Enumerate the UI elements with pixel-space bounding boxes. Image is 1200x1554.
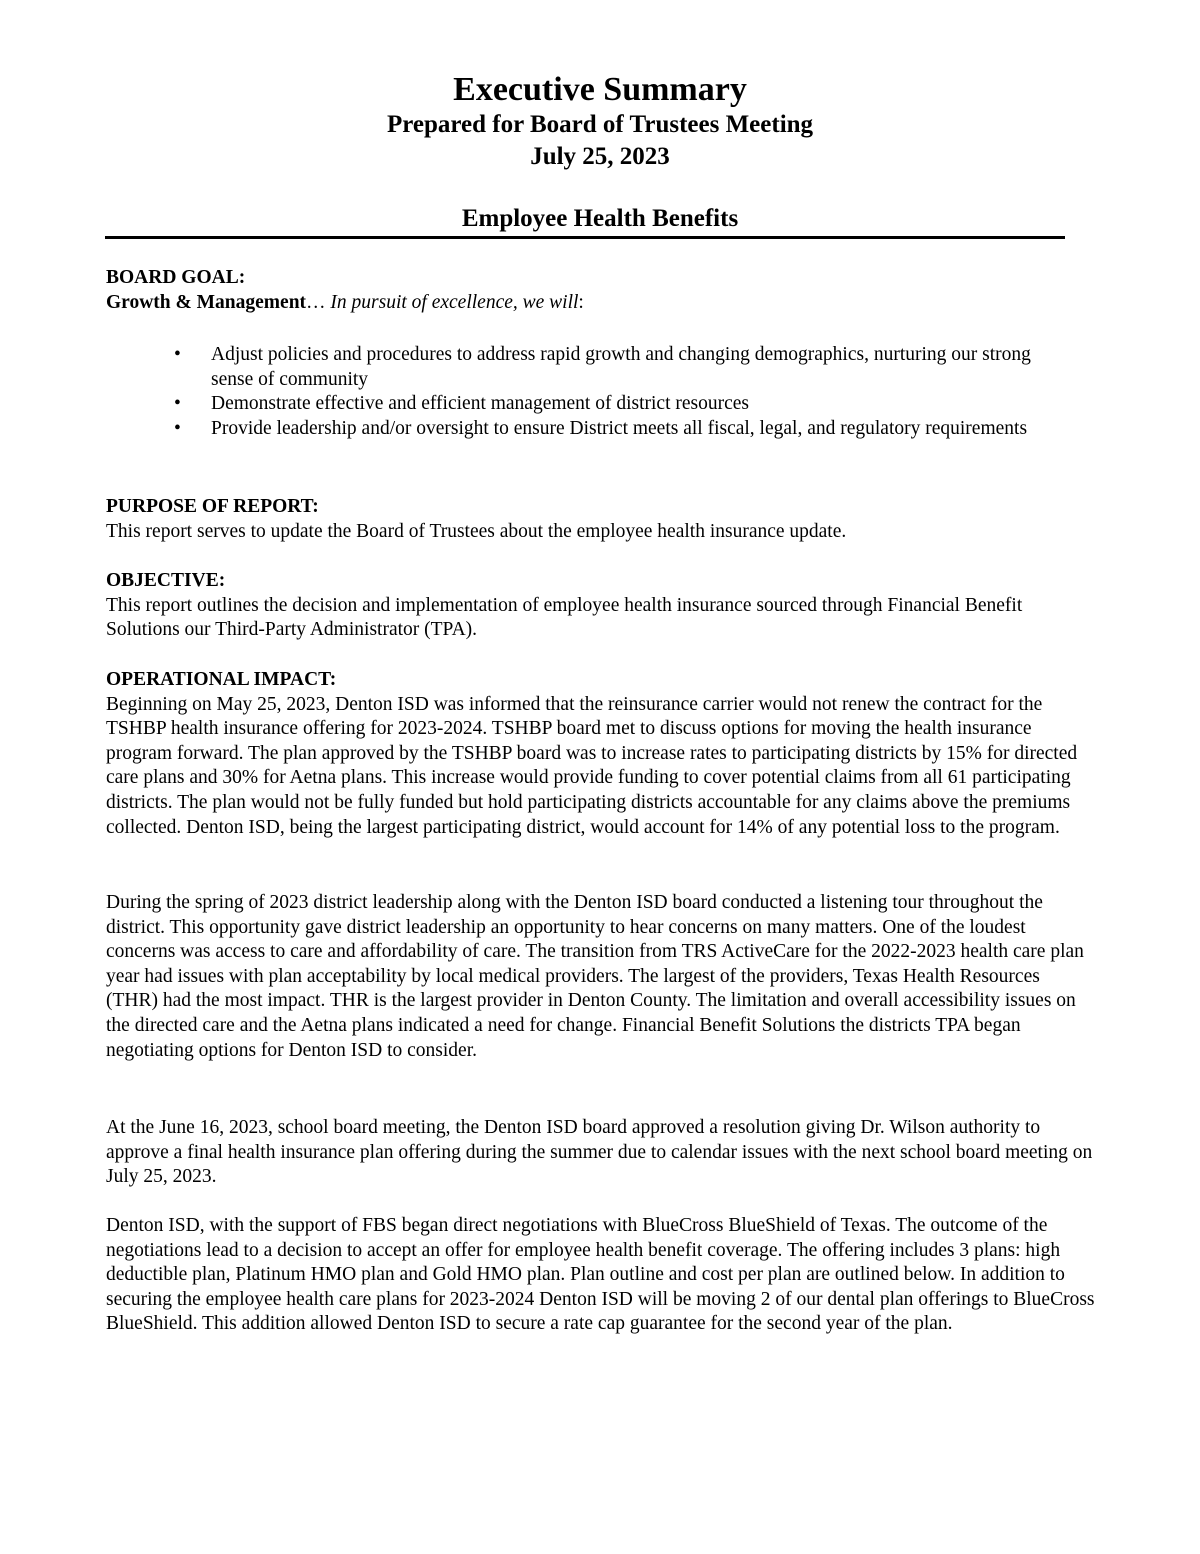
impact-paragraph-4: Denton ISD, with the support of FBS began direct negotiations with BlueCross BlueShield of Texas. The outcome of the negotiations lead to a decision to accept an offer for employee health benefit coverage. The offering includes 3 plans: high deductible plan, Platinum HMO plan and Gold HMO plan. Plan outline and cost per plan are outlined below. In addition to securing the employee health care plans for 2023-2024 Denton ISD will be moving 2 of our dental plan offerings to BlueCross BlueShield. This addition allowed Denton ISD to secure a rate cap guarantee for the second year of the plan. bbox=[106, 1215, 1095, 1335]
document-title: Executive Summary bbox=[453, 71, 747, 108]
goal-text: Demonstrate effective and efficient management of district resources bbox=[211, 393, 750, 415]
bullet-icon: • bbox=[174, 344, 181, 365]
purpose-heading: PURPOSE OF REPORT: bbox=[106, 496, 319, 517]
board-goal-intro: In pursuit of excellence, we will bbox=[330, 291, 579, 313]
document-subtitle: Prepared for Board of Trustees Meeting bbox=[386, 111, 814, 138]
title-divider bbox=[105, 236, 1065, 239]
board-goal-list-wrapper bbox=[106, 343, 1071, 441]
board-goal-line bbox=[106, 291, 1096, 316]
list-item bbox=[106, 343, 1071, 392]
impact-paragraph-2-wrapper bbox=[106, 891, 1096, 1063]
objective-section bbox=[106, 569, 1066, 643]
list-item bbox=[106, 417, 1071, 442]
goal-text: Provide leadership and/or oversight to ensure District meets all fiscal, legal, and regulatory requirements bbox=[211, 417, 1028, 439]
impact-paragraph-3-wrapper bbox=[106, 1116, 1096, 1190]
bullet-icon: • bbox=[174, 393, 181, 415]
board-goal-label: Growth & Management bbox=[106, 291, 307, 313]
purpose-section bbox=[106, 495, 1096, 544]
impact-paragraph-2: During the spring of 2023 district leadership along with the Denton ISD board conducted a listening tour throughout the district. This opportunity gave district leadership an opportunity to hear concerns on many matters. One of the loudest concerns was access to care and affordability of care. The transition from TRS ActiveCare for the 2022-2023 health care plan year had issues with plan acceptability by local medical providers. The largest of the providers, Texas Health Resources (THR) had the most impact. THR is the largest provider in Denton County. The limitation and overall accessibility issues on the directed care and the Aetna plans indicated a need for change. Financial Benefit Solutions the districts TPA began negotiating options for Denton ISD to consider. bbox=[106, 892, 1084, 1061]
board-goal-ellipsis: … bbox=[306, 291, 331, 313]
board-goal-colon: : bbox=[578, 291, 584, 313]
objective-text: This report outlines the decision and implementation of employee health insurance sourced through Financial Benefit Solutions our Third-Party Administrator (TPA). bbox=[106, 594, 1023, 641]
list-item bbox=[106, 392, 1071, 417]
operational-impact-heading: OPERATIONAL IMPACT: bbox=[106, 669, 337, 690]
document-topic: Employee Health Benefits bbox=[461, 205, 739, 232]
meeting-date: July 25, 2023 bbox=[530, 143, 670, 170]
impact-paragraph-4-wrapper bbox=[106, 1214, 1096, 1337]
bullet-icon: • bbox=[174, 417, 181, 439]
impact-paragraph-3: At the June 16, 2023, school board meeting, the Denton ISD board approved a resolution giving Dr. Wilson authority to approve a final health insurance plan offering during the summer due to calendar issues with the next school board meeting on July 25, 2023. bbox=[106, 1117, 1093, 1188]
operational-impact-section bbox=[106, 668, 1096, 840]
goal-text: Adjust policies and procedures to address rapid growth and changing demographics, nurturing our strong sense of community bbox=[211, 344, 1031, 390]
objective-heading: OBJECTIVE: bbox=[106, 570, 226, 591]
board-goal-list bbox=[106, 343, 1071, 441]
board-goal-section bbox=[106, 266, 1096, 315]
impact-paragraph-1: Beginning on May 25, 2023, Denton ISD was informed that the reinsurance carrier would not renew the contract for the TSHBP health insurance offering for 2023-2024. TSHBP board met to discuss options for moving the health insurance program forward. The plan approved by the TSHBP board was to increase rates to participating districts by 15% for directed care plans and 30% for Aetna plans. This increase would provide funding to cover potential claims from all 61 participating districts. The plan would not be fully funded but hold participating districts accountable for any claims above the premiums collected. Denton ISD, being the largest participating district, would account for 14% of any potential loss to the program. bbox=[106, 693, 1078, 838]
board-goal-heading: BOARD GOAL: bbox=[106, 267, 246, 288]
purpose-text: This report serves to update the Board of Trustees about the employee health insurance update. bbox=[106, 520, 847, 542]
